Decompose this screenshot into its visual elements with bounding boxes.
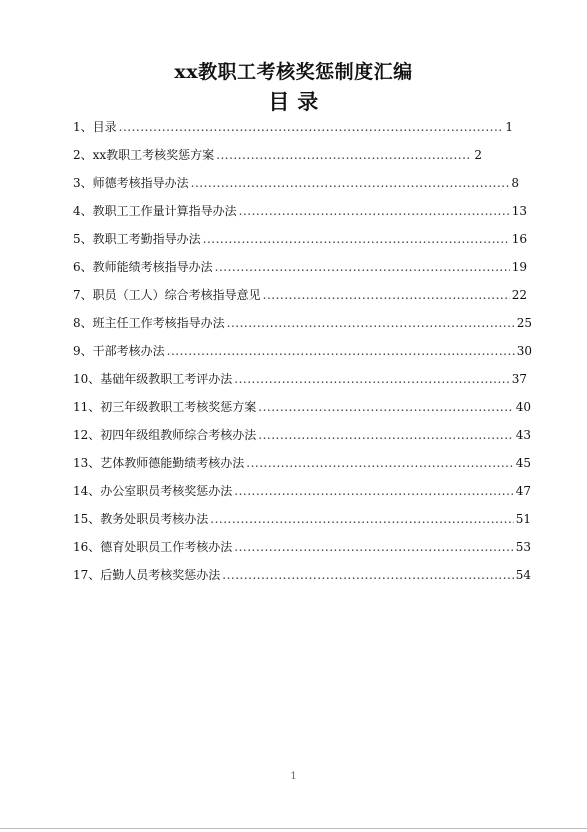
toc-entry-page: 1 <box>505 120 513 134</box>
toc-entry-page: 47 <box>515 484 531 498</box>
toc-leader-dots <box>239 202 510 220</box>
toc-entry-page: 45 <box>515 456 531 470</box>
toc-entry-page: 13 <box>511 204 527 218</box>
toc-entry[interactable] <box>73 286 527 304</box>
toc-leader-dots <box>222 566 513 584</box>
toc-entry[interactable] <box>73 174 519 192</box>
toc-entry-label: 6、教师能绩考核指导办法 <box>73 260 213 274</box>
toc-entry-label: 10、基础年级教职工考评办法 <box>73 372 233 386</box>
toc-entry-label: 8、班主任工作考核指导办法 <box>73 316 225 330</box>
toc-entry-page: 53 <box>515 540 531 554</box>
toc-entry-label: 11、初三年级教职工考核奖惩方案 <box>73 400 257 414</box>
toc-entry[interactable] <box>73 454 531 472</box>
toc-leader-dots <box>119 118 504 136</box>
toc-entry[interactable] <box>73 426 531 444</box>
toc-leader-dots <box>203 230 510 248</box>
toc-entry-page: 22 <box>511 288 527 302</box>
toc-entry[interactable] <box>73 566 531 584</box>
toc-leader-dots <box>215 258 510 276</box>
toc-entry-page: 19 <box>511 260 527 274</box>
toc-entry-page: 25 <box>516 316 532 330</box>
toc-entry-label: 16、德育处职员工作考核办法 <box>73 540 233 554</box>
page-bottom-divider <box>0 828 587 829</box>
toc-leader-dots <box>258 398 513 416</box>
toc-entry-label: 3、师德考核指导办法 <box>73 176 189 190</box>
toc-leader-dots <box>234 538 513 556</box>
toc-entry-page: 2 <box>474 148 482 162</box>
toc-entry[interactable] <box>73 202 527 220</box>
toc-entry-page: 16 <box>511 232 527 246</box>
toc-entry-label: 15、教务处职员考核办法 <box>73 512 209 526</box>
toc-leader-dots <box>167 342 515 360</box>
toc-entry[interactable] <box>73 230 527 248</box>
toc-entry-page: 37 <box>511 372 527 386</box>
toc-entry-page: 54 <box>515 568 531 582</box>
document-title: xx教职工考核奖惩制度汇编 <box>174 61 413 83</box>
toc-entry-page: 30 <box>516 344 532 358</box>
toc-entry-label: 9、干部考核办法 <box>73 344 165 358</box>
toc-entry-label: 12、初四年级组教师综合考核办法 <box>73 428 257 442</box>
toc-entry-label: 7、职员（工人）综合考核指导意见 <box>73 288 261 302</box>
toc-leader-dots <box>210 510 513 528</box>
toc-entry[interactable] <box>73 510 531 528</box>
toc-entry-label: 17、后勤人员考核奖惩办法 <box>73 568 221 582</box>
toc-entry[interactable] <box>73 258 527 276</box>
toc-entry-label: 4、教职工工作量计算指导办法 <box>73 204 237 218</box>
toc-entry-label: 13、艺体教师德能勤绩考核办法 <box>73 456 245 470</box>
toc-entry-label: 1、目录 <box>73 120 117 134</box>
toc-entry-label: 2、xx教职工考核奖惩方案 <box>73 148 215 162</box>
toc-entry[interactable] <box>73 370 527 388</box>
toc-leader-dots <box>234 370 509 388</box>
toc-leader-dots <box>191 174 510 192</box>
toc-leader-dots <box>246 454 513 472</box>
toc-entry[interactable] <box>73 538 531 556</box>
toc-entry[interactable] <box>73 482 531 500</box>
toc-entry-page: 43 <box>515 428 531 442</box>
toc-leader-dots <box>263 286 510 304</box>
toc-leader-dots <box>227 314 515 332</box>
toc-leader-dots <box>234 482 513 500</box>
toc-entry[interactable] <box>73 314 532 332</box>
toc-heading: 目 录 <box>268 89 319 114</box>
toc-entry-label: 5、教职工考勤指导办法 <box>73 232 201 246</box>
toc-leader-dots <box>258 426 513 444</box>
toc-entry-page: 51 <box>515 512 531 526</box>
page-number-footer: 1 <box>290 771 297 782</box>
toc-entry-page: 40 <box>515 400 531 414</box>
toc-entry[interactable] <box>73 118 513 136</box>
toc-entry[interactable] <box>73 146 482 164</box>
toc-entry-page: 8 <box>511 176 519 190</box>
toc-leader-dots <box>216 146 472 164</box>
toc-entry[interactable] <box>73 342 532 360</box>
toc-entry[interactable] <box>73 398 531 416</box>
toc-entry-label: 14、办公室职员考核奖惩办法 <box>73 484 233 498</box>
